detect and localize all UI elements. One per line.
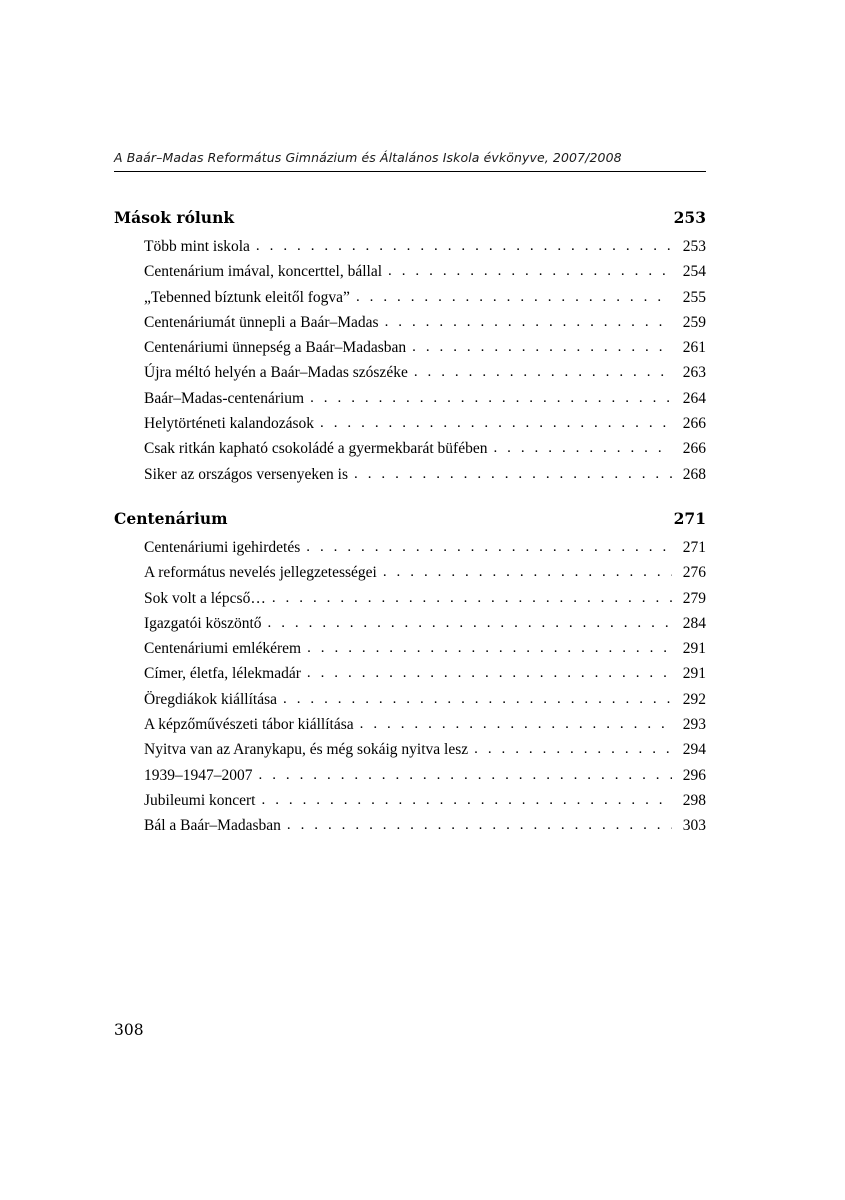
toc-leader-dots — [310, 386, 672, 410]
toc-entry-title: Bál a Baár–Madasban — [144, 817, 281, 835]
toc-entry-page: 268 — [682, 465, 706, 483]
toc-entry-page: 254 — [682, 263, 706, 281]
toc-section-title: Mások rólunk — [114, 208, 235, 227]
toc-leader-dots — [268, 611, 672, 635]
toc-entry[interactable] — [114, 386, 706, 411]
toc-entry-title: Csak ritkán kapható csokoládé a gyermekbarát büfében — [144, 440, 488, 458]
toc-leader-dots — [256, 234, 672, 258]
toc-entry[interactable] — [114, 636, 706, 661]
toc-entry-page: 261 — [682, 339, 706, 357]
toc-entry-page: 303 — [682, 817, 706, 835]
table-of-contents — [114, 208, 706, 839]
toc-leader-dots — [320, 411, 672, 435]
toc-entry[interactable] — [114, 661, 706, 686]
toc-leader-dots — [493, 436, 672, 460]
toc-leader-dots — [259, 763, 673, 787]
toc-leader-dots — [354, 462, 672, 486]
toc-entry[interactable] — [114, 411, 706, 436]
toc-entry-page: 291 — [682, 640, 706, 658]
toc-entry-title: Centenáriumi emlékérem — [144, 640, 302, 658]
toc-leader-dots — [306, 535, 672, 559]
toc-entry[interactable] — [114, 687, 706, 712]
toc-entry[interactable] — [114, 712, 706, 737]
toc-leader-dots — [385, 310, 672, 334]
toc-entry-title: Siker az országos versenyeken is — [144, 465, 349, 483]
toc-entry-page: 294 — [682, 741, 706, 759]
toc-entry-title: Helytörténeti kalandozások — [144, 415, 315, 433]
toc-leader-dots — [262, 788, 673, 812]
toc-entry-page: 296 — [682, 766, 706, 784]
toc-leader-dots — [356, 285, 672, 309]
toc-entry-page: 291 — [682, 665, 706, 683]
toc-entry-title: Jubileumi koncert — [144, 791, 256, 809]
page-number: 308 — [114, 1021, 144, 1039]
toc-entry[interactable] — [114, 335, 706, 360]
toc-entry-title: Több mint iskola — [144, 238, 250, 255]
toc-entry-title: Újra méltó helyén a Baár–Madas szószéke — [144, 364, 408, 382]
running-head: A Baár–Madas Református Gimnázium és Általános Iskola évkönyve, 2007/2008 — [114, 150, 706, 172]
toc-leader-dots — [307, 636, 672, 660]
toc-entry[interactable] — [114, 360, 706, 385]
toc-leader-dots — [412, 335, 672, 359]
toc-leader-dots — [474, 737, 672, 761]
toc-entry-title: A képzőművészeti tábor kiállítása — [144, 716, 354, 734]
toc-leader-dots — [414, 360, 672, 384]
toc-entry-title: 1939–1947–2007 — [144, 766, 253, 784]
toc-entry-page: 266 — [682, 440, 706, 458]
toc-entry-title: Igazgatói köszöntő — [144, 614, 262, 632]
toc-entry[interactable] — [114, 259, 706, 284]
toc-leader-dots — [307, 661, 672, 685]
toc-section — [114, 208, 706, 487]
toc-section-title: Centenárium — [114, 508, 228, 528]
toc-section — [114, 509, 706, 839]
toc-entry-page: 253 — [682, 238, 706, 255]
toc-entry-page: 271 — [682, 538, 706, 556]
toc-leader-dots — [272, 586, 672, 610]
toc-entry-page: 255 — [682, 288, 706, 306]
toc-entry[interactable] — [114, 234, 706, 259]
toc-entry-page: 259 — [682, 313, 706, 331]
toc-section-heading[interactable] — [114, 208, 706, 227]
toc-entry-title: A református nevelés jellegzetességei — [144, 564, 377, 582]
toc-entry-title: Nyitva van az Aranykapu, és még sokáig nyitva lesz — [144, 741, 469, 759]
toc-entry[interactable] — [114, 436, 706, 461]
toc-section-heading[interactable] — [114, 509, 706, 528]
toc-entry-page: 266 — [682, 415, 706, 433]
toc-entry-title: Öregdiákok kiállítása — [144, 690, 277, 708]
toc-entry-title: Sok volt a lépcső… — [144, 589, 266, 607]
toc-entry-page: 263 — [682, 364, 706, 382]
page-content — [114, 150, 706, 861]
toc-entry-title: Centenáriumát ünnepli a Baár–Madas — [144, 313, 379, 331]
toc-entry-title: Címer, életfa, lélekmadár — [144, 665, 301, 683]
toc-entry-title: „Tebenned bíztunk eleitől fogva” — [144, 288, 350, 306]
toc-entry-page: 264 — [682, 389, 706, 407]
toc-leader-dots — [388, 259, 672, 283]
toc-entry-title: Baár–Madas-centenárium — [144, 389, 305, 407]
toc-entry[interactable] — [114, 535, 706, 560]
toc-entry[interactable] — [114, 310, 706, 335]
toc-entry[interactable] — [114, 611, 706, 636]
toc-section-page: 253 — [673, 208, 706, 227]
toc-entry-page: 293 — [682, 716, 706, 734]
toc-entry-title: Centenáriumi igehirdetés — [144, 538, 301, 556]
toc-leader-dots — [287, 813, 672, 837]
toc-leader-dots — [283, 687, 672, 711]
toc-entry[interactable] — [114, 586, 706, 611]
toc-section-page: 271 — [673, 508, 706, 528]
toc-entry-page: 298 — [682, 791, 706, 809]
toc-entry-page: 284 — [682, 614, 706, 632]
toc-leader-dots — [383, 560, 672, 584]
toc-entry[interactable] — [114, 560, 706, 585]
toc-entry-page: 279 — [682, 589, 706, 607]
toc-entry[interactable] — [114, 763, 706, 788]
toc-leader-dots — [360, 712, 672, 736]
toc-entry-page: 292 — [682, 690, 706, 708]
toc-entry[interactable] — [114, 737, 706, 762]
toc-entry-title: Centenárium imával, koncerttel, bállal — [144, 263, 383, 281]
toc-entry[interactable] — [114, 462, 706, 487]
toc-entry-page: 276 — [682, 564, 706, 582]
toc-entry[interactable] — [114, 285, 706, 310]
toc-entry[interactable] — [114, 788, 706, 813]
toc-entry[interactable] — [114, 813, 706, 838]
toc-entry-title: Centenáriumi ünnepség a Baár–Madasban — [144, 339, 407, 357]
